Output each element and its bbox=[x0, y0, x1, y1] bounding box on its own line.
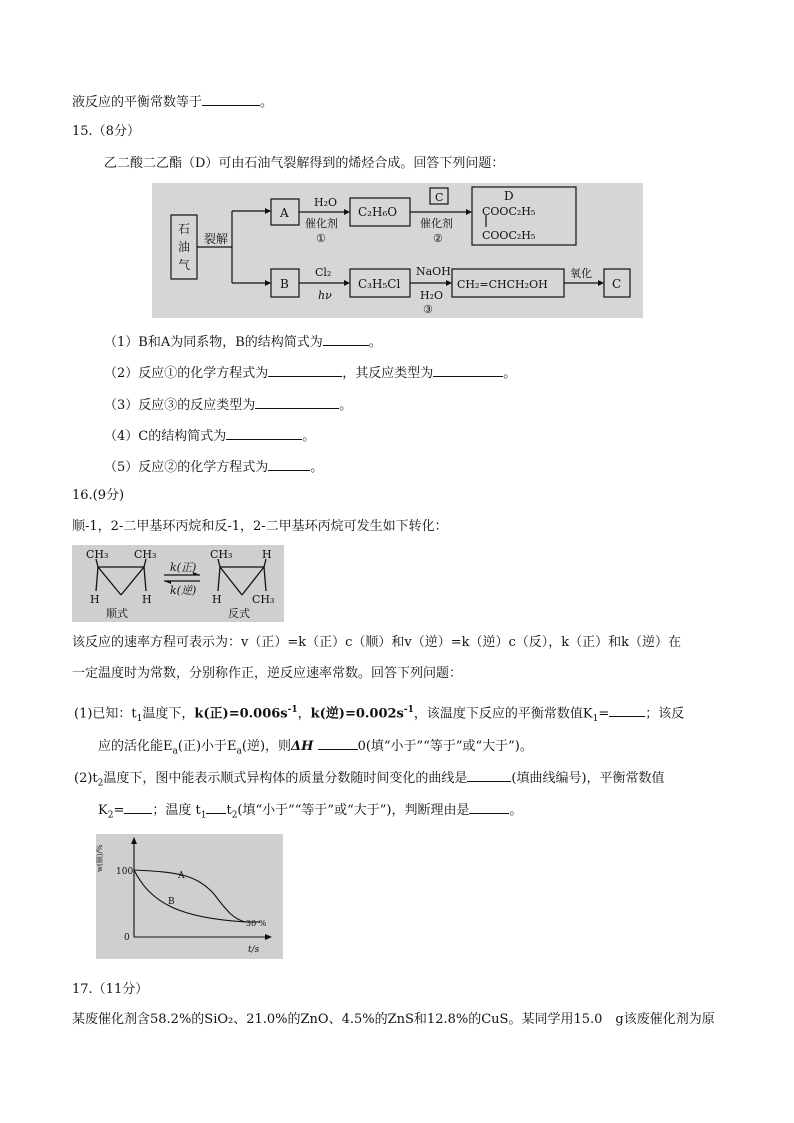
question-15-part-2: （2）反应①的化学方程式为 ，其反应类型为 。 bbox=[104, 362, 516, 384]
answer-blank bbox=[323, 331, 369, 346]
trans-h-right: H bbox=[262, 548, 272, 561]
question-17-intro: 某废催化剂含58.2%的SiO₂、21.0%的ZnO、4.5%的ZnS和12.8%的CuS。某同学用15.0 g该废催化剂为原 bbox=[72, 1012, 715, 1027]
concentration-time-graph bbox=[96, 834, 283, 959]
answer-blank bbox=[467, 767, 511, 782]
text-line: 液反应的平衡常数等于 。 bbox=[72, 91, 273, 113]
step-number-2: ② bbox=[433, 232, 443, 245]
reagent-c-box: C bbox=[435, 191, 444, 204]
question-16-heading: 16.(9分) bbox=[72, 488, 125, 503]
node-c-end: C bbox=[612, 277, 622, 291]
node-d-label: D bbox=[504, 189, 514, 203]
ester-group-2: COOC₂H₅ bbox=[482, 229, 536, 242]
question-15-part-1: （1）B和A为同系物，B的结构简式为 。 bbox=[104, 331, 382, 353]
node-c3h5cl: C₃H₅Cl bbox=[358, 277, 401, 291]
question-16-rate-description: 一定温度时为常数，分别称作正，逆反应速率常数。回答下列问题： bbox=[72, 666, 463, 681]
question-16-rate-equation: 该反应的速率方程可表示为：v（正）=k（正）c（顺）和v（逆）=k（逆）c（反），k（正）和k（逆）在 bbox=[72, 635, 682, 650]
answer-blank bbox=[609, 702, 645, 717]
question-15-part-5: （5）反应②的化学方程式为 。 bbox=[104, 456, 323, 478]
node-a: A bbox=[280, 206, 289, 220]
answer-blank bbox=[226, 425, 302, 440]
source-char-1: 石 bbox=[178, 222, 191, 236]
reagent-h2o: H₂O bbox=[314, 196, 338, 209]
question-15-heading: 15.（8分） bbox=[72, 124, 140, 139]
reagent-catalyst-2: 催化剂 bbox=[420, 217, 453, 230]
forward-rate-label: k(正) bbox=[170, 561, 197, 574]
source-char-2: 油 bbox=[178, 240, 191, 254]
question-16-part-1-cont: 应的活化能$E_a$(正)小于$E_a$(逆)，则ΔH 0(填“小于”“等于”或“大于”)。 bbox=[98, 735, 533, 762]
answer-blank bbox=[433, 362, 503, 377]
crack-label: 裂解 bbox=[204, 232, 229, 246]
graph-y-100: 100 bbox=[116, 867, 134, 877]
trans-ch3-right: CH₃ bbox=[252, 593, 275, 606]
reagent-light: hν bbox=[318, 289, 332, 302]
ester-group-1: COOC₂H₅ bbox=[482, 205, 536, 218]
question-15-part-4: （4）C的结构简式为 。 bbox=[104, 425, 315, 447]
cis-ch3-left: CH₃ bbox=[86, 548, 109, 561]
cis-h-right: H bbox=[142, 593, 152, 606]
reagent-h2o-2: H₂O bbox=[420, 289, 444, 302]
node-allyl-alcohol: CH₂=CHCH₂OH bbox=[457, 278, 548, 291]
reagent-catalyst-1: 催化剂 bbox=[305, 217, 338, 230]
answer-blank bbox=[202, 91, 260, 106]
step-number-3: ③ bbox=[423, 303, 433, 316]
question-16-intro: 顺-1，2-二甲基环丙烷和反-1，2-二甲基环丙烷可发生如下转化： bbox=[72, 519, 448, 534]
answer-blank bbox=[255, 394, 339, 409]
reagent-oxidation: 氧化 bbox=[570, 267, 592, 280]
step-number-1: ① bbox=[316, 232, 326, 245]
answer-blank bbox=[206, 799, 226, 814]
trans-h-left: H bbox=[212, 593, 222, 606]
curve-a-label: A bbox=[178, 871, 185, 881]
curve-b-label: B bbox=[168, 897, 175, 907]
graph-y-axis-label: w(顺)/% bbox=[96, 844, 104, 872]
question-16-part-2-cont: $K_2=$ ；温度 $t_1$ $t_2$(填“小于”“等于”或“大于”)，判断理由是 。 bbox=[98, 799, 522, 826]
cis-label: 顺式 bbox=[106, 607, 128, 620]
cis-ch3-right: CH₃ bbox=[134, 548, 157, 561]
answer-blank bbox=[268, 456, 310, 471]
question-17-heading: 17.（11分） bbox=[72, 982, 149, 997]
question-16-part-2: $(2)t_2$温度下，图中能表示顺式异构体的质量分数随时间变化的曲线是 (填曲线编号)，平衡常数值 bbox=[74, 767, 665, 794]
reagent-cl2: Cl₂ bbox=[315, 266, 332, 279]
node-c2h6o: C₂H₆O bbox=[358, 205, 398, 219]
graph-x-axis-label: t/s bbox=[248, 945, 260, 955]
answer-blank bbox=[124, 799, 152, 814]
question-16-part-1: (1)已知：$t_1$温度下，k(正)$=0.006s^{-1}$，k(逆)$=0.002s^{-1}$，该温度下反应的平衡常数值$K_1=$ ；该反 bbox=[74, 700, 684, 729]
graph-y-0: 0 bbox=[124, 933, 130, 943]
cis-h-left: H bbox=[90, 593, 100, 606]
curve-end-value: 30 % bbox=[246, 919, 267, 928]
trans-label: 反式 bbox=[228, 607, 250, 620]
node-b: B bbox=[280, 277, 289, 291]
answer-blank bbox=[268, 362, 342, 377]
isomer-conversion-figure bbox=[72, 545, 284, 622]
source-char-3: 气 bbox=[178, 258, 191, 272]
question-15-part-3: （3）反应③的反应类型为 。 bbox=[104, 394, 352, 416]
reagent-naoh: NaOH bbox=[416, 265, 451, 278]
answer-blank bbox=[469, 799, 509, 814]
question-15-intro: 乙二酸二乙酯（D）可由石油气裂解得到的烯烃合成。回答下列问题： bbox=[104, 156, 505, 171]
answer-blank bbox=[318, 735, 358, 750]
reverse-rate-label: k(逆) bbox=[170, 584, 197, 597]
trans-ch3-left: CH₃ bbox=[210, 548, 233, 561]
synthesis-scheme-figure bbox=[152, 183, 643, 318]
